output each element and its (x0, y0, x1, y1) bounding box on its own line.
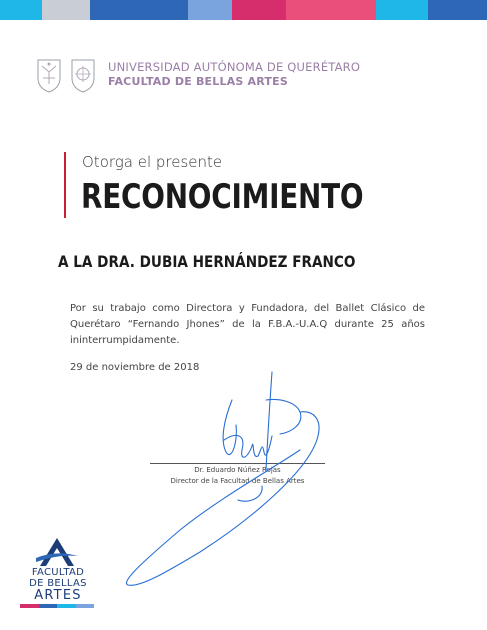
certificate-body: Por su trabajo como Directora y Fundadora, del Ballet Clásico de Querétaro “Fernando Jhones” de la F.B.A.-U.A.Q durante 25 años ininterrumpidamente. (70, 303, 425, 346)
university-crest-icon (36, 58, 62, 94)
certificate-date: 29 de noviembre de 2018 (70, 362, 200, 373)
certificate-title: RECONOCIMIENTO (81, 177, 364, 217)
stripe-segment (0, 0, 42, 20)
faculty-logo-text (22, 567, 94, 603)
logo-color-bar (20, 604, 94, 608)
top-color-stripe (0, 0, 487, 20)
recipient-name: A LA DRA. DUBIA HERNÁNDEZ FRANCO (58, 252, 356, 271)
logo-bar-segment (76, 604, 95, 608)
title-accent-line (64, 152, 66, 218)
stripe-segment (188, 0, 232, 20)
stripe-segment (232, 0, 286, 20)
signatory-name: Dr. Eduardo Núñez Rojas (194, 466, 281, 474)
signatory-title: Director de la Facultad de Bellas Artes (170, 477, 305, 485)
logo-bar-segment (57, 604, 76, 608)
faculty-name: FACULTAD DE BELLAS ARTES (108, 75, 288, 88)
stripe-segment (286, 0, 376, 20)
stripe-segment (42, 0, 90, 20)
logo-line-2: DE BELLAS (29, 578, 87, 589)
logo-line-1: FACULTAD (31, 567, 85, 578)
faculty-logo-mark-icon (36, 536, 78, 568)
university-name: UNIVERSIDAD AUTÓNOMA DE QUERÉTARO (108, 60, 361, 74)
faculty-crest-icon (70, 58, 96, 94)
stripe-segment (376, 0, 428, 20)
stripe-segment (90, 0, 188, 20)
signature-line (150, 463, 325, 464)
logo-line-3: ARTES (34, 588, 82, 603)
logo-bar-segment (20, 604, 39, 608)
intro-text: Otorga el presente (82, 153, 223, 171)
logo-bar-segment (39, 604, 58, 608)
stripe-segment (428, 0, 487, 20)
